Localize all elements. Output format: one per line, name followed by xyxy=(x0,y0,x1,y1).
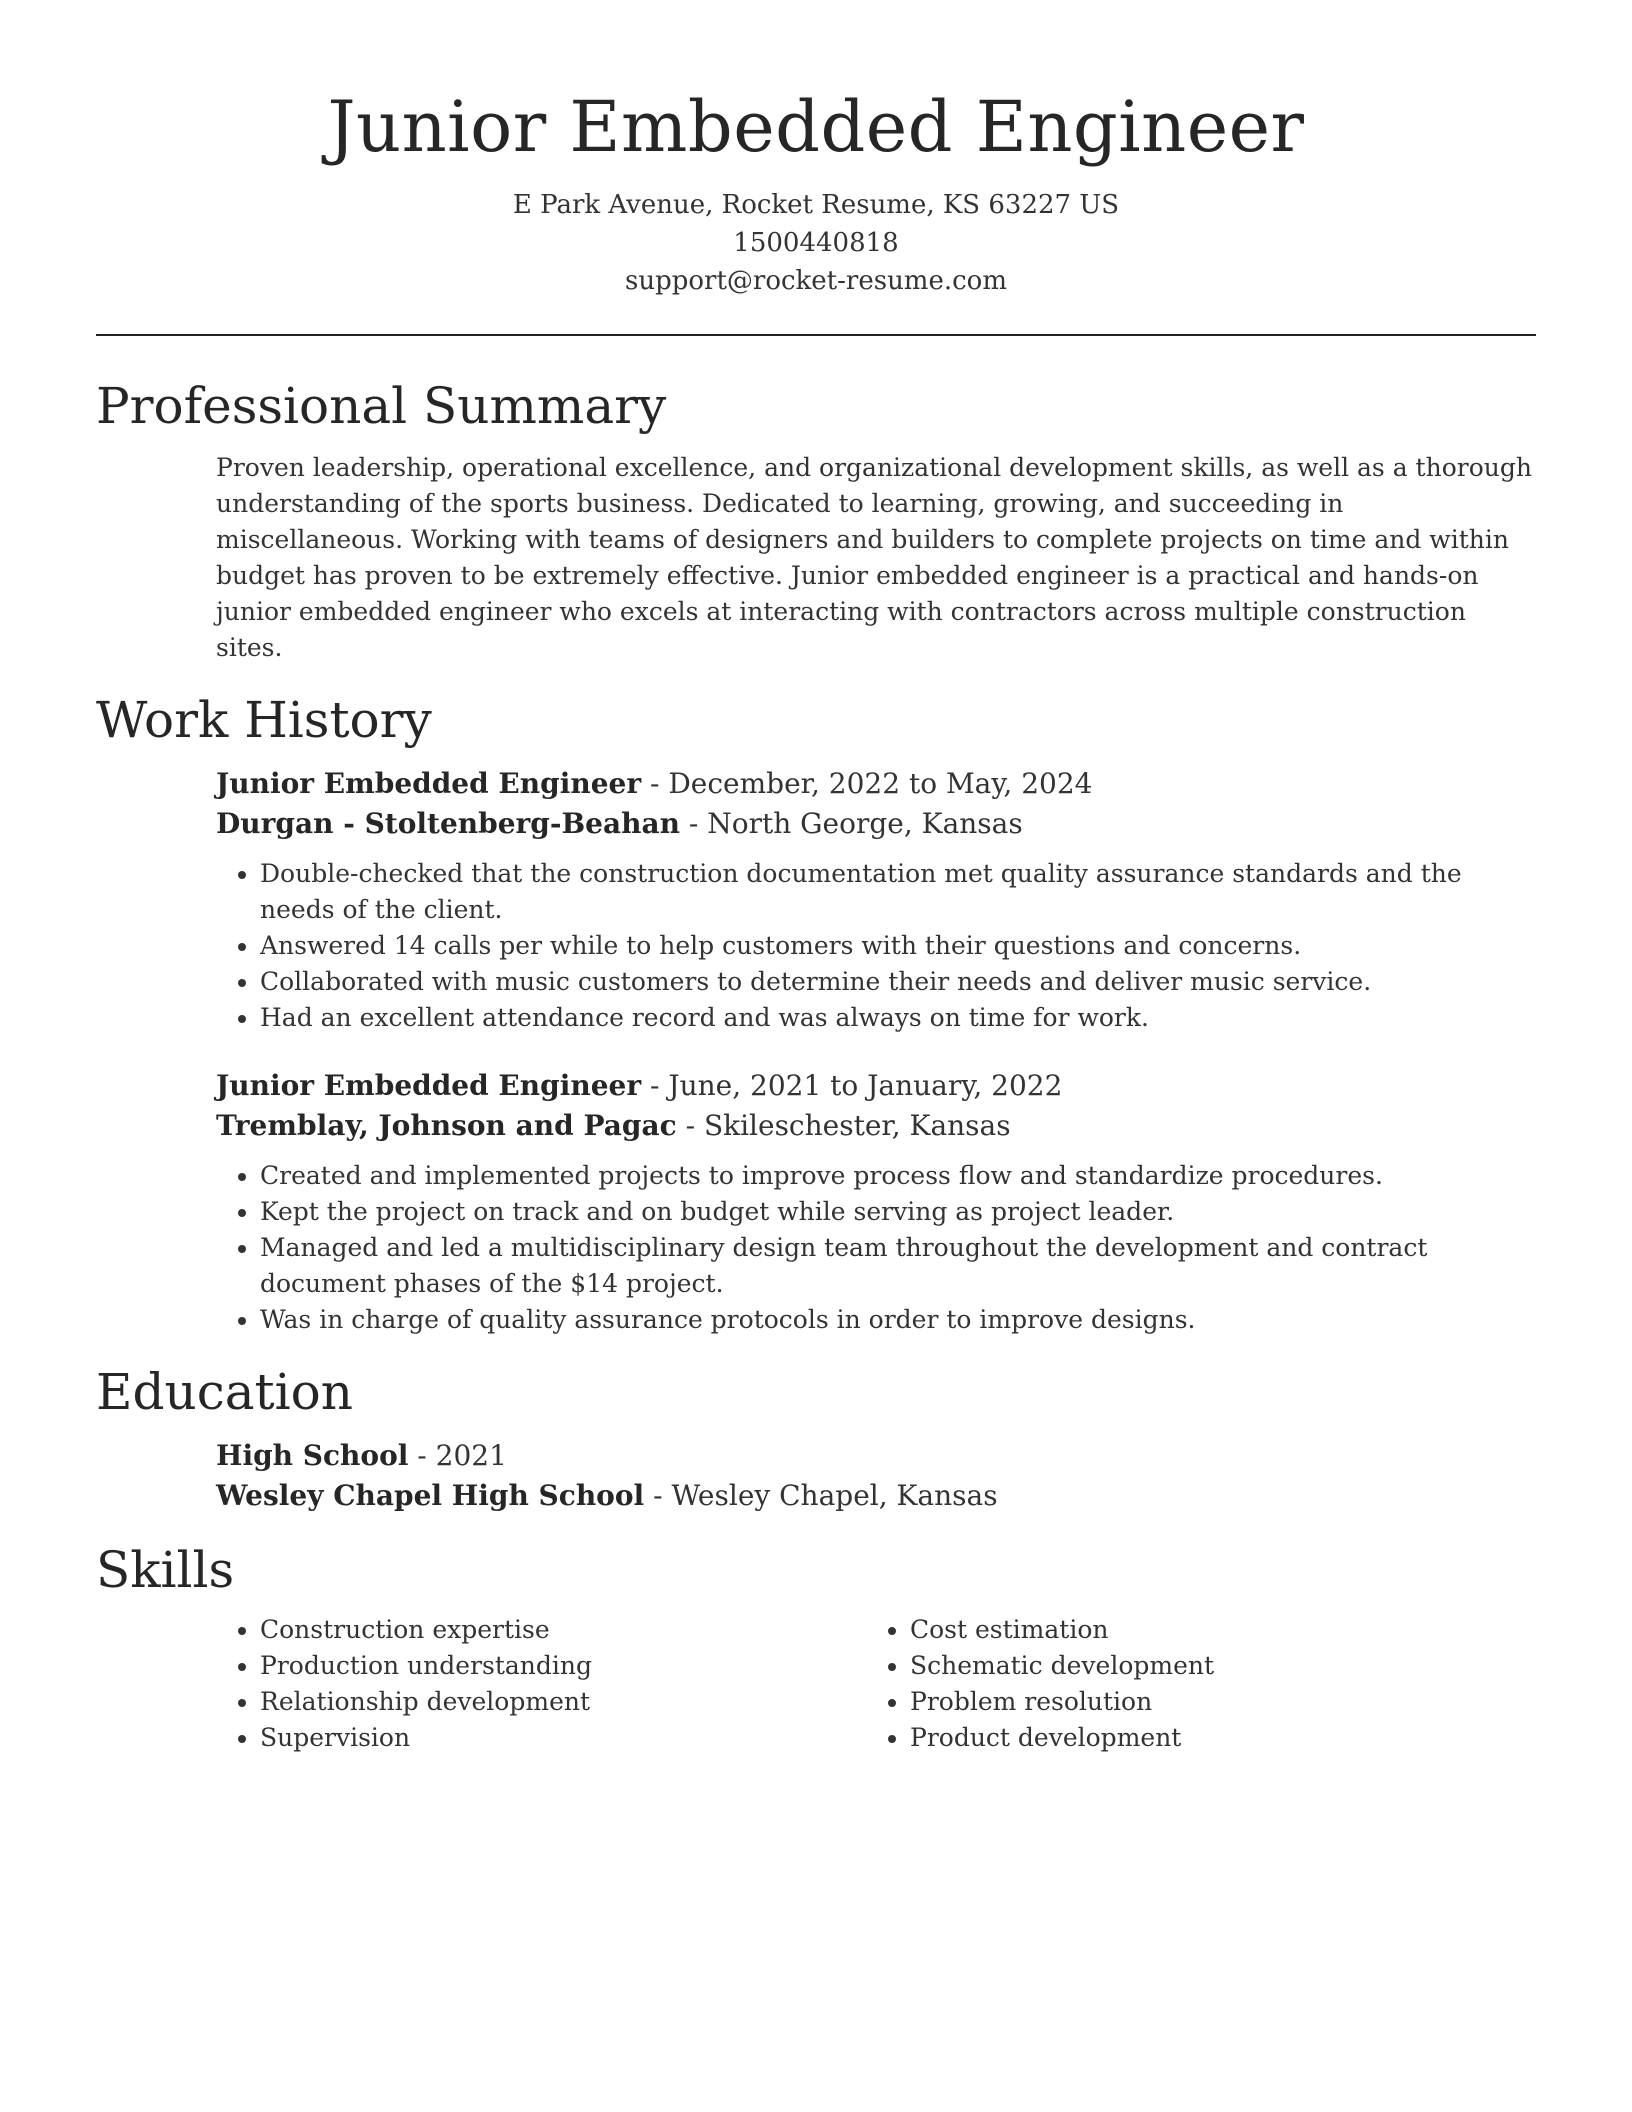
education-degree-line xyxy=(216,1436,1536,1476)
job-title-line xyxy=(216,764,1536,804)
list-item: • Managed and led a multidisciplinary design team throughout the development and contract document phases of the $14 project. xyxy=(260,1230,1536,1302)
education-section xyxy=(96,1362,1536,1516)
job-company-line xyxy=(216,1106,1536,1146)
education-entry xyxy=(216,1436,1536,1516)
skills-heading: Skills xyxy=(96,1541,235,1599)
skills-column-left xyxy=(216,1612,866,1756)
job-company: Tremblay, Johnson and Pagac xyxy=(216,1109,677,1142)
contact-phone: 1500440818 xyxy=(733,228,899,258)
job-entry xyxy=(216,1066,1536,1338)
contact-address: E Park Avenue, Rocket Resume, KS 63227 US xyxy=(512,190,1120,220)
contact-info xyxy=(96,186,1536,300)
list-item: • Kept the project on track and on budget while serving as project leader. xyxy=(260,1194,1536,1230)
work-history-heading: Work History xyxy=(96,691,432,749)
education-degree: High School xyxy=(216,1439,409,1472)
education-year: 2021 xyxy=(435,1439,507,1472)
summary-section xyxy=(96,376,1536,666)
separator: - xyxy=(676,1109,704,1142)
job-bullets xyxy=(216,1158,1536,1338)
education-location: Wesley Chapel, Kansas xyxy=(671,1479,998,1512)
separator: - xyxy=(408,1439,436,1472)
summary-text: Proven leadership, operational excellence, and organizational development skills, as well as a thorough understanding of the sports business. Dedicated to learning, growing, and succeeding in miscellaneous. Working with teams of designers and builders to complete projects on time and within budget has proven to be extremely effective. Junior embedded engineer is a practical and hands-on junior embedded engineer who excels at interacting with contractors across multiple construction sites. xyxy=(216,453,1532,662)
skill-item: • Problem resolution xyxy=(910,1684,1466,1720)
list-item: • Had an excellent attendance record and was always on time for work. xyxy=(260,1000,1536,1036)
skills-grid xyxy=(216,1612,1536,1756)
separator: - xyxy=(644,1479,672,1512)
job-title-line xyxy=(216,1066,1536,1106)
job-company: Durgan - Stoltenberg-Beahan xyxy=(216,807,680,840)
job-location: Skileschester, Kansas xyxy=(703,1109,1011,1142)
skill-item: • Construction expertise xyxy=(260,1612,866,1648)
candidate-name: Junior Embedded Engineer xyxy=(327,86,1305,168)
resume-header xyxy=(96,0,1536,300)
job-bullets xyxy=(216,856,1536,1036)
job-entry xyxy=(216,764,1536,1036)
separator: - xyxy=(641,1069,669,1102)
job-dates: December, 2022 to May, 2024 xyxy=(668,767,1093,800)
job-role: Junior Embedded Engineer xyxy=(216,1069,642,1102)
job-location: North George, Kansas xyxy=(707,807,1023,840)
job-role: Junior Embedded Engineer xyxy=(216,767,642,800)
list-item: • Created and implemented projects to improve process flow and standardize procedures. xyxy=(260,1158,1536,1194)
job-dates: June, 2021 to January, 2022 xyxy=(668,1069,1063,1102)
header-divider xyxy=(96,334,1536,336)
skill-item: • Relationship development xyxy=(260,1684,866,1720)
education-school-line xyxy=(216,1476,1536,1516)
skills-section xyxy=(96,1540,1536,1756)
skills-column-right xyxy=(866,1612,1466,1756)
skill-item: • Product development xyxy=(910,1720,1466,1756)
separator: - xyxy=(679,807,708,840)
work-history-section xyxy=(96,690,1536,1338)
skill-item: • Production understanding xyxy=(260,1648,866,1684)
job-company-line xyxy=(216,804,1536,844)
contact-email: support@rocket-resume.com xyxy=(624,266,1007,296)
skill-item: • Supervision xyxy=(260,1720,866,1756)
list-item: • Double-checked that the construction documentation met quality assurance standards and the needs of the client. xyxy=(260,856,1536,928)
skill-item: • Cost estimation xyxy=(910,1612,1466,1648)
summary-heading: Professional Summary xyxy=(96,377,667,435)
education-school: Wesley Chapel High School xyxy=(216,1479,645,1512)
skill-item: • Schematic development xyxy=(910,1648,1466,1684)
list-item: • Was in charge of quality assurance protocols in order to improve designs. xyxy=(260,1302,1536,1338)
list-item: • Answered 14 calls per while to help customers with their questions and concerns. xyxy=(260,928,1536,964)
separator: - xyxy=(641,767,669,800)
education-heading: Education xyxy=(96,1363,353,1421)
list-item: • Collaborated with music customers to determine their needs and deliver music service. xyxy=(260,964,1536,1000)
